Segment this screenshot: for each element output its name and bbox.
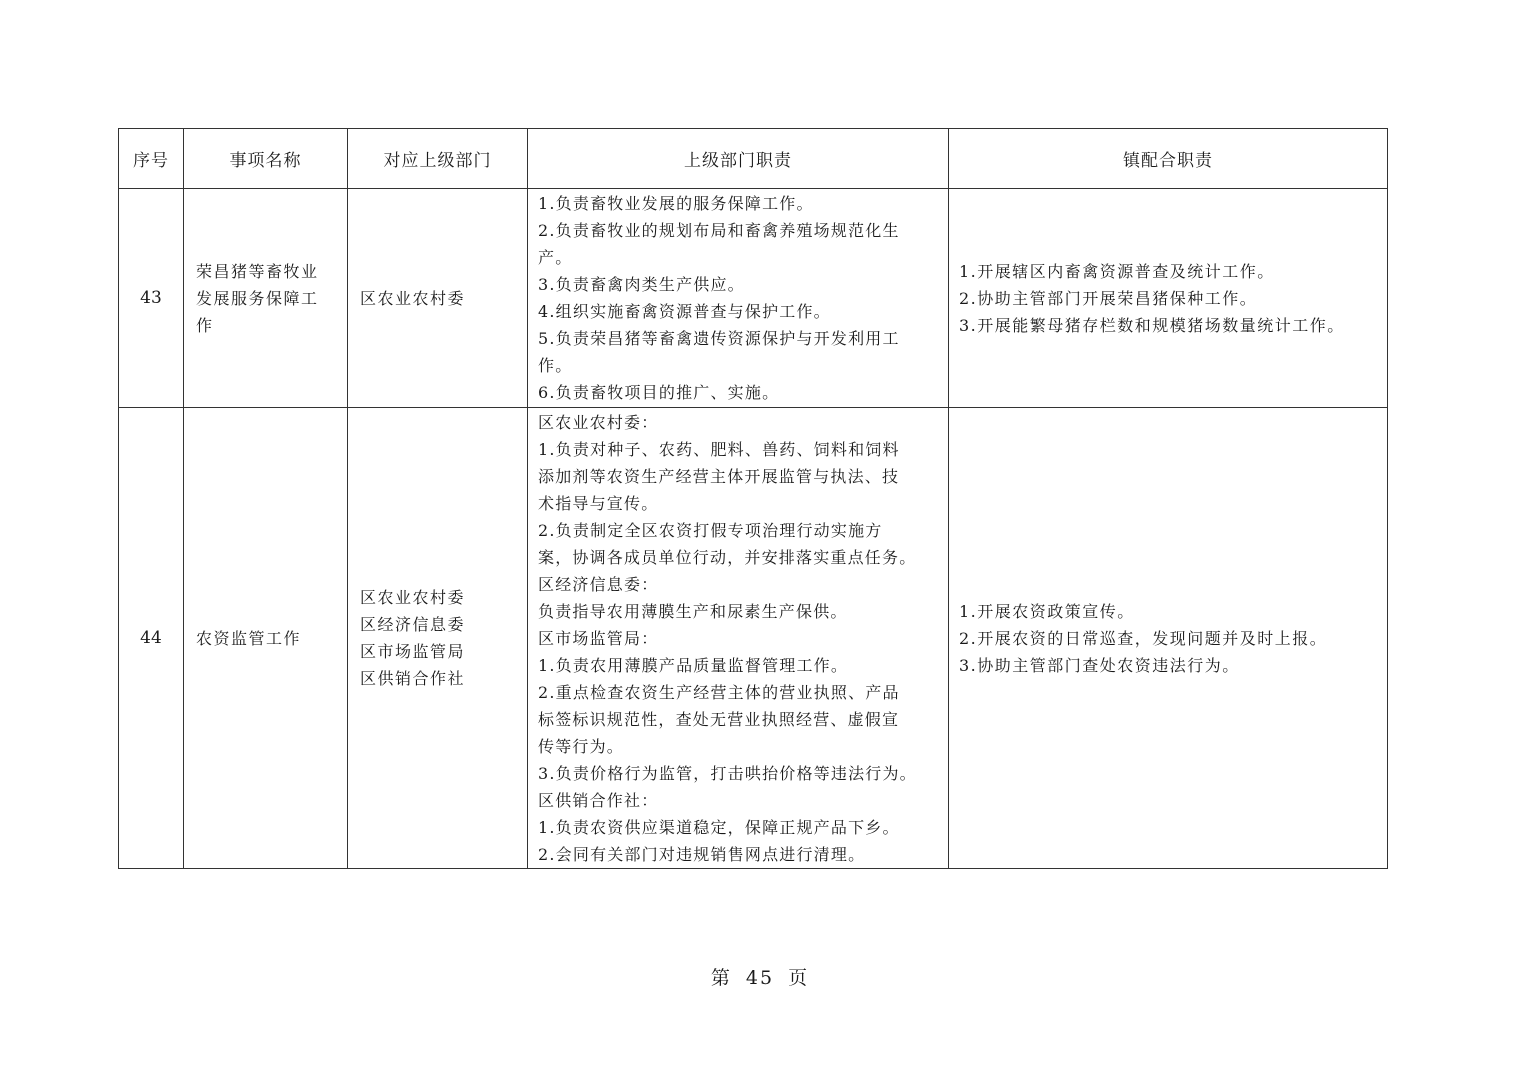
header-no: 序号 — [119, 129, 184, 189]
duty-line: 区农业农村委： — [538, 412, 659, 432]
town-duty-line: 1.开展农资政策宣传。 — [959, 601, 1135, 621]
row-number: 43 — [119, 189, 184, 408]
department-line: 区供销合作社 — [360, 669, 466, 688]
item-name-line: 作 — [196, 315, 214, 335]
duty-line: 标签标识规范性，查处无营业执照经营、虚假宣 — [538, 709, 900, 729]
item-name — [184, 408, 348, 869]
upper-department — [348, 189, 528, 408]
upper-duties — [528, 408, 949, 869]
header-town-duties: 镇配合职责 — [949, 129, 1388, 189]
town-duty-line: 3.协助主管部门查处农资违法行为。 — [959, 655, 1240, 675]
upper-department — [348, 408, 528, 869]
header-item-name: 事项名称 — [184, 129, 348, 189]
duty-line: 6.负责畜牧项目的推广、实施。 — [538, 383, 780, 402]
duty-line: 区市场监管局： — [538, 628, 659, 648]
item-name-line: 农资监管工作 — [196, 628, 302, 648]
department-line: 区市场监管局 — [360, 642, 466, 661]
town-duty-line: 1.开展辖区内畜禽资源普查及统计工作。 — [959, 261, 1275, 281]
duty-line: 5.负责荣昌猪等畜禽遗传资源保护与开发利用工 — [538, 329, 900, 348]
department-line: 区农业农村委 — [360, 288, 466, 308]
duty-line: 2.负责制定全区农资打假专项治理行动实施方 — [538, 520, 883, 540]
duty-table — [118, 128, 1388, 869]
item-name-line: 荣昌猪等畜牧业 — [196, 261, 319, 281]
duty-line: 作。 — [538, 356, 573, 375]
table-row — [119, 408, 1388, 869]
duty-table-container — [118, 128, 1387, 869]
table-row — [119, 189, 1388, 408]
duty-line: 负责指导农用薄膜生产和尿素生产保供。 — [538, 601, 848, 621]
department-line: 区经济信息委 — [360, 615, 466, 634]
duty-line: 传等行为。 — [538, 736, 625, 756]
item-name — [184, 189, 348, 408]
town-duty-line: 2.开展农资的日常巡查，发现问题并及时上报。 — [959, 628, 1328, 648]
item-name-line: 发展服务保障工 — [196, 288, 319, 308]
town-duties — [949, 189, 1388, 408]
page-suffix: 页 — [788, 967, 810, 989]
header-upper-department: 对应上级部门 — [348, 129, 528, 189]
duty-line: 产。 — [538, 248, 573, 267]
row-number: 44 — [119, 408, 184, 869]
duty-line: 2.重点检查农资生产经营主体的营业执照、产品 — [538, 682, 900, 702]
town-duty-line: 3.开展能繁母猪存栏数和规模猪场数量统计工作。 — [959, 315, 1345, 335]
page-number: 45 — [745, 967, 775, 989]
duty-line: 1.负责畜牧业发展的服务保障工作。 — [538, 194, 814, 213]
duty-line: 1.负责对种子、农药、肥料、兽药、饲料和饲料 — [538, 439, 900, 459]
page-prefix: 第 — [710, 967, 732, 989]
duty-line: 3.负责价格行为监管，打击哄抬价格等违法行为。 — [538, 763, 917, 783]
duty-line: 1.负责农用薄膜产品质量监督管理工作。 — [538, 655, 849, 675]
town-duty-line: 2.协助主管部门开展荣昌猪保种工作。 — [959, 288, 1258, 308]
duty-line: 3.负责畜禽肉类生产供应。 — [538, 275, 745, 294]
duty-line: 区供销合作社： — [538, 790, 659, 810]
duty-line: 添加剂等农资生产经营主体开展监管与执法、技 — [538, 466, 900, 486]
duty-line: 术指导与宣传。 — [538, 493, 659, 513]
page-footer — [0, 963, 1520, 990]
duty-line: 2.会同有关部门对违规销售网点进行清理。 — [538, 844, 866, 864]
department-line: 区农业农村委 — [360, 588, 466, 607]
duty-line: 2.负责畜牧业的规划布局和畜禽养殖场规范化生 — [538, 221, 900, 240]
duty-line: 4.组织实施畜禽资源普查与保护工作。 — [538, 302, 831, 321]
duty-line: 1.负责农资供应渠道稳定，保障正规产品下乡。 — [538, 817, 900, 837]
town-duties — [949, 408, 1388, 869]
upper-duties — [528, 189, 949, 408]
duty-line: 区经济信息委： — [538, 574, 659, 594]
duty-line: 案，协调各成员单位行动，并安排落实重点任务。 — [538, 547, 917, 567]
table-header-row — [119, 129, 1388, 189]
header-upper-duties: 上级部门职责 — [528, 129, 949, 189]
